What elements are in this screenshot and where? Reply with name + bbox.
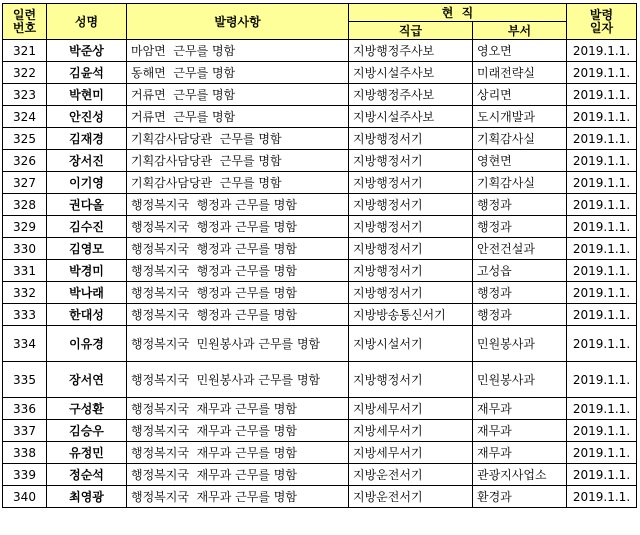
serial-cell: 322 — [3, 62, 47, 84]
name-cell: 한대성 — [47, 304, 127, 326]
rank-cell: 지방세무서기 — [349, 398, 473, 420]
date-cell: 2019.1.1. — [567, 128, 637, 150]
dept-cell: 안전건설과 — [473, 238, 567, 260]
dept-cell: 영현면 — [473, 150, 567, 172]
date-cell: 2019.1.1. — [567, 62, 637, 84]
name-cell: 김윤석 — [47, 62, 127, 84]
dept-cell: 환경과 — [473, 486, 567, 508]
rank-cell: 지방시설주사보 — [349, 106, 473, 128]
table-row — [3, 62, 637, 84]
rank-cell: 지방행정주사보 — [349, 40, 473, 62]
name-cell: 정순석 — [47, 464, 127, 486]
header-row-1 — [3, 4, 637, 22]
order-cell: 행정복지국 행정과 근무를 명함 — [127, 282, 349, 304]
dept-cell: 미래전략실 — [473, 62, 567, 84]
date-cell: 2019.1.1. — [567, 304, 637, 326]
order-cell: 행정복지국 민원봉사과 근무를 명함 — [127, 362, 349, 398]
table-row — [3, 362, 637, 398]
name-cell: 김재경 — [47, 128, 127, 150]
table-row — [3, 194, 637, 216]
order-cell: 행정복지국 행정과 근무를 명함 — [127, 304, 349, 326]
serial-cell: 326 — [3, 150, 47, 172]
date-cell: 2019.1.1. — [567, 362, 637, 398]
dept-cell: 재무과 — [473, 398, 567, 420]
serial-cell: 329 — [3, 216, 47, 238]
name-cell: 안진성 — [47, 106, 127, 128]
table-row — [3, 282, 637, 304]
dept-cell: 영오면 — [473, 40, 567, 62]
table-row — [3, 326, 637, 362]
dept-cell: 기획감사실 — [473, 128, 567, 150]
name-cell: 박현미 — [47, 84, 127, 106]
order-cell: 마암면 근무를 명함 — [127, 40, 349, 62]
order-cell: 행정복지국 재무과 근무를 명함 — [127, 442, 349, 464]
table-row — [3, 216, 637, 238]
name-cell: 박경미 — [47, 260, 127, 282]
table-row — [3, 398, 637, 420]
header-current: 현 직 — [349, 4, 567, 22]
name-cell: 김수진 — [47, 216, 127, 238]
header-rank: 직급 — [349, 22, 473, 40]
serial-cell: 327 — [3, 172, 47, 194]
serial-cell: 325 — [3, 128, 47, 150]
table-row — [3, 172, 637, 194]
serial-cell: 336 — [3, 398, 47, 420]
order-cell: 행정복지국 재무과 근무를 명함 — [127, 398, 349, 420]
header-name: 성명 — [47, 4, 127, 40]
appointment-table — [2, 3, 637, 508]
table-row — [3, 304, 637, 326]
order-cell: 행정복지국 행정과 근무를 명함 — [127, 216, 349, 238]
date-cell: 2019.1.1. — [567, 40, 637, 62]
name-cell: 이유경 — [47, 326, 127, 362]
dept-cell: 고성읍 — [473, 260, 567, 282]
rank-cell: 지방방송통신서기 — [349, 304, 473, 326]
rank-cell: 지방세무서기 — [349, 420, 473, 442]
serial-cell: 337 — [3, 420, 47, 442]
rank-cell: 지방행정서기 — [349, 150, 473, 172]
dept-cell: 재무과 — [473, 420, 567, 442]
rank-cell: 지방행정서기 — [349, 362, 473, 398]
dept-cell: 행정과 — [473, 194, 567, 216]
rank-cell: 지방운전서기 — [349, 464, 473, 486]
rank-cell: 지방행정주사보 — [349, 84, 473, 106]
table-row — [3, 128, 637, 150]
serial-cell: 331 — [3, 260, 47, 282]
rank-cell: 지방행정서기 — [349, 260, 473, 282]
table-row — [3, 486, 637, 508]
rank-cell: 지방행정서기 — [349, 282, 473, 304]
date-cell: 2019.1.1. — [567, 106, 637, 128]
rank-cell: 지방행정서기 — [349, 238, 473, 260]
order-cell: 거류면 근무를 명함 — [127, 106, 349, 128]
date-cell: 2019.1.1. — [567, 172, 637, 194]
rank-cell: 지방행정서기 — [349, 128, 473, 150]
order-cell: 행정복지국 재무과 근무를 명함 — [127, 464, 349, 486]
header-order: 발령사항 — [127, 4, 349, 40]
order-cell: 행정복지국 행정과 근무를 명함 — [127, 260, 349, 282]
order-cell: 기획감사담당관 근무를 명함 — [127, 128, 349, 150]
date-cell: 2019.1.1. — [567, 260, 637, 282]
dept-cell: 재무과 — [473, 442, 567, 464]
serial-cell: 328 — [3, 194, 47, 216]
header-date: 발령 일자 — [567, 4, 637, 40]
name-cell: 장서진 — [47, 150, 127, 172]
name-cell: 구성환 — [47, 398, 127, 420]
name-cell: 최영광 — [47, 486, 127, 508]
date-cell: 2019.1.1. — [567, 398, 637, 420]
rank-cell: 지방행정서기 — [349, 194, 473, 216]
name-cell: 김승우 — [47, 420, 127, 442]
dept-cell: 행정과 — [473, 282, 567, 304]
order-cell: 행정복지국 민원봉사과 근무를 명함 — [127, 326, 349, 362]
date-cell: 2019.1.1. — [567, 216, 637, 238]
table-row — [3, 464, 637, 486]
dept-cell: 상리면 — [473, 84, 567, 106]
serial-cell: 332 — [3, 282, 47, 304]
header-dept: 부서 — [473, 22, 567, 40]
name-cell: 이기영 — [47, 172, 127, 194]
table-body — [3, 40, 637, 508]
name-cell: 박준상 — [47, 40, 127, 62]
order-cell: 행정복지국 재무과 근무를 명함 — [127, 420, 349, 442]
serial-cell: 330 — [3, 238, 47, 260]
serial-cell: 334 — [3, 326, 47, 362]
date-cell: 2019.1.1. — [567, 238, 637, 260]
serial-cell: 335 — [3, 362, 47, 398]
dept-cell: 기획감사실 — [473, 172, 567, 194]
dept-cell: 행정과 — [473, 216, 567, 238]
rank-cell: 지방운전서기 — [349, 486, 473, 508]
table-row — [3, 106, 637, 128]
date-cell: 2019.1.1. — [567, 464, 637, 486]
order-cell: 기획감사담당관 근무를 명함 — [127, 172, 349, 194]
serial-cell: 333 — [3, 304, 47, 326]
serial-cell: 323 — [3, 84, 47, 106]
order-cell: 동해면 근무를 명함 — [127, 62, 349, 84]
table-row — [3, 260, 637, 282]
name-cell: 권다올 — [47, 194, 127, 216]
rank-cell: 지방행정서기 — [349, 172, 473, 194]
table-row — [3, 420, 637, 442]
date-cell: 2019.1.1. — [567, 326, 637, 362]
dept-cell: 행정과 — [473, 304, 567, 326]
table-row — [3, 84, 637, 106]
dept-cell: 민원봉사과 — [473, 362, 567, 398]
order-cell: 기획감사담당관 근무를 명함 — [127, 150, 349, 172]
header-serial: 일련 번호 — [3, 4, 47, 40]
date-cell: 2019.1.1. — [567, 194, 637, 216]
name-cell: 김영모 — [47, 238, 127, 260]
table-row — [3, 238, 637, 260]
date-cell: 2019.1.1. — [567, 442, 637, 464]
date-cell: 2019.1.1. — [567, 282, 637, 304]
order-cell: 행정복지국 재무과 근무를 명함 — [127, 486, 349, 508]
rank-cell: 지방시설서기 — [349, 326, 473, 362]
name-cell: 유정민 — [47, 442, 127, 464]
rank-cell: 지방시설주사보 — [349, 62, 473, 84]
name-cell: 박나래 — [47, 282, 127, 304]
serial-cell: 339 — [3, 464, 47, 486]
order-cell: 행정복지국 행정과 근무를 명함 — [127, 238, 349, 260]
date-cell: 2019.1.1. — [567, 150, 637, 172]
rank-cell: 지방행정서기 — [349, 216, 473, 238]
order-cell: 행정복지국 행정과 근무를 명함 — [127, 194, 349, 216]
table-row — [3, 442, 637, 464]
dept-cell: 도시개발과 — [473, 106, 567, 128]
name-cell: 장서연 — [47, 362, 127, 398]
dept-cell: 민원봉사과 — [473, 326, 567, 362]
serial-cell: 321 — [3, 40, 47, 62]
serial-cell: 324 — [3, 106, 47, 128]
table-row — [3, 40, 637, 62]
table-row — [3, 150, 637, 172]
date-cell: 2019.1.1. — [567, 420, 637, 442]
dept-cell: 관광지사업소 — [473, 464, 567, 486]
rank-cell: 지방세무서기 — [349, 442, 473, 464]
date-cell: 2019.1.1. — [567, 486, 637, 508]
serial-cell: 338 — [3, 442, 47, 464]
serial-cell: 340 — [3, 486, 47, 508]
order-cell: 거류면 근무를 명함 — [127, 84, 349, 106]
date-cell: 2019.1.1. — [567, 84, 637, 106]
